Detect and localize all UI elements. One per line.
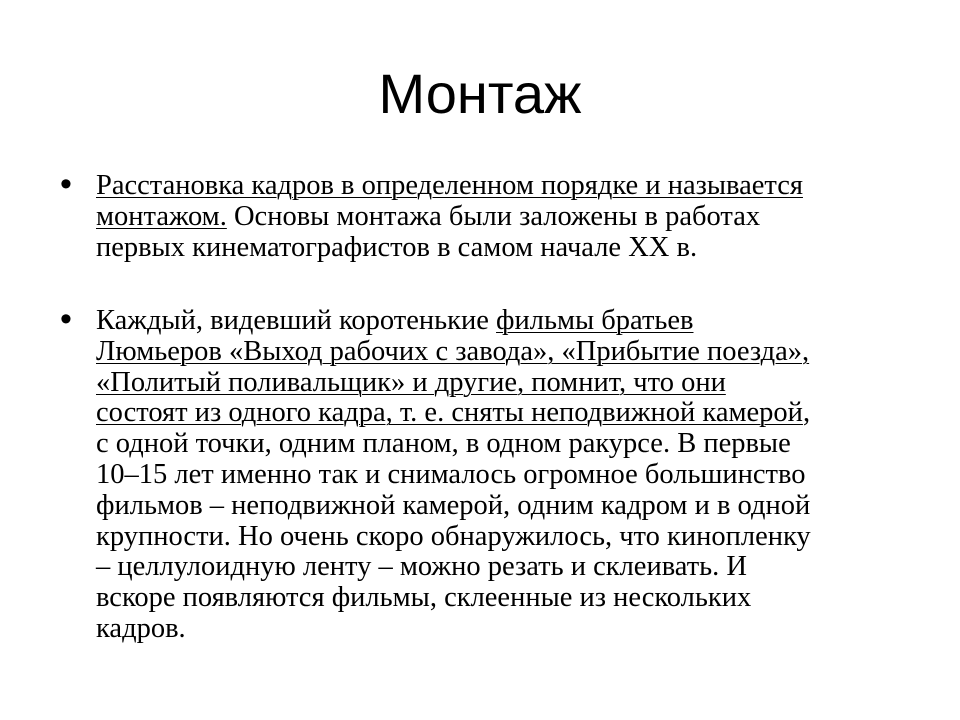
underlined-text-run: «Политый поливальщик» и другие, помнит, что они [96,366,726,398]
bullet-text [96,306,901,645]
text-line [96,552,901,583]
slide-title: Монтаж [378,62,582,125]
text-line [96,233,901,264]
text-run: Каждый, видевший коротенькие [96,305,497,336]
text-run: 10–15 лет именно так и снималось огромное большинство [96,458,806,490]
bullet-marker: • [60,165,72,203]
text-line [96,522,901,553]
text-line [96,491,901,522]
underlined-text-run: Расстановка кадров в определенном порядке и называется [96,170,803,201]
text-line [96,614,901,645]
underlined-text-run: фильмы братьев [496,305,694,336]
text-run: первых кинематографистов в самом начале ХХ в. [96,231,698,263]
text-line [96,306,901,337]
text-run: вскоре появляются фильмы, склеенные из нескольких [96,582,752,614]
text-run: , [802,397,811,429]
text-run: с одной точки, одним планом, в одном ракурсе. В первые [96,428,791,460]
text-line [96,398,901,429]
text-run: – целлулоидную ленту – можно резать и склеивать. И [96,551,747,583]
text-line [96,583,901,614]
text-run: кадров. [96,612,186,644]
text-line [96,202,901,233]
text-run: Основы монтажа были заложены в работах [226,200,761,232]
bullet-text [96,171,901,263]
text-run: крупности. Но очень скоро обнаружилось, что кинопленку [96,520,811,552]
text-line [96,460,901,491]
text-run: фильмов – неподвижной камерой, одним кадром и в одной [96,489,811,521]
underlined-text-run: состоят из одного кадра, т. е. сняты неподвижной камерой [96,397,803,429]
text-line [96,429,901,460]
text-line [96,368,901,399]
text-line [96,337,901,368]
underlined-text-run: Люмьеров «Выход рабочих с завода», «Прибытие поезда», [96,335,810,367]
underlined-text-run: монтажом. [96,200,227,232]
text-line [96,171,901,202]
bullet-marker: • [60,300,72,338]
